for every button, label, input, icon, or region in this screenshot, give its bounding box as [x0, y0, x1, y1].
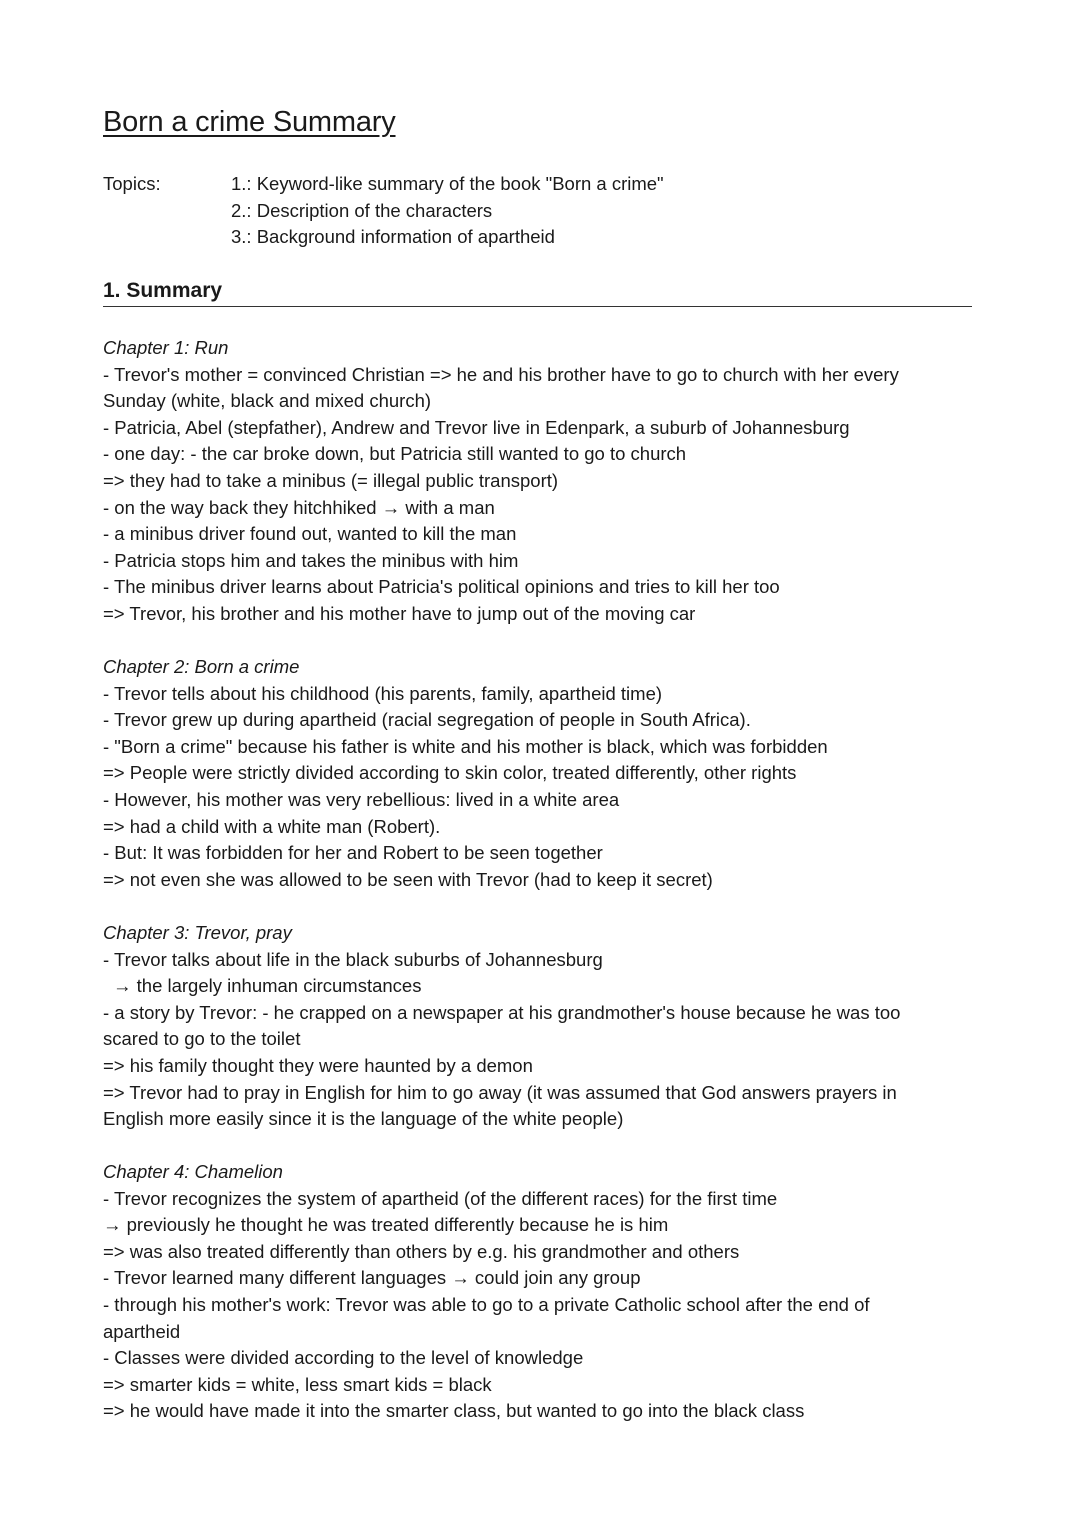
summary-line: => Trevor had to pray in English for him to go away (it was assumed that God answers prayers in: [103, 1081, 897, 1103]
summary-line: - But: It was forbidden for her and Robert to be seen together: [103, 842, 603, 864]
chapter-title: Chapter 1: Run: [103, 337, 229, 358]
summary-line: apartheid: [103, 1320, 181, 1342]
summary-line: => was also treated differently than others by e.g. his grandmother and others: [103, 1240, 740, 1262]
summary-line: - However, his mother was very rebellious: lived in a white area: [103, 788, 620, 810]
summary-line: => his family thought they were haunted by a demon: [103, 1054, 533, 1076]
summary-line: => he would have made it into the smarter class, but wanted to go into the black class: [103, 1400, 805, 1422]
document-title: Born a crime Summary: [103, 106, 396, 138]
summary-line: - a minibus driver found out, wanted to kill the man: [103, 523, 517, 545]
summary-line: - Patricia, Abel (stepfather), Andrew and Trevor live in Edenpark, a suburb of Johannesburg: [103, 416, 850, 438]
summary-line: - on the way back they hitchhiked → with a man: [103, 496, 495, 518]
summary-line: - Trevor's mother = convinced Christian => he and his brother have to go to church with her every: [103, 363, 899, 385]
summary-line: => smarter kids = white, less smart kids = black: [103, 1373, 492, 1395]
summary-line: - a story by Trevor: - he crapped on a newspaper at his grandmother's house because he was too: [103, 1001, 901, 1023]
summary-line: => Trevor, his brother and his mother have to jump out of the moving car: [103, 602, 696, 624]
summary-line: scared to go to the toilet: [103, 1028, 301, 1050]
summary-line: - Trevor tells about his childhood (his parents, family, apartheid time): [103, 682, 663, 704]
chapter-block: [103, 920, 983, 1133]
summary-line: Sunday (white, black and mixed church): [103, 390, 432, 412]
summary-line: - through his mother's work: Trevor was able to go to a private Catholic school after the end of: [103, 1293, 870, 1315]
summary-line: => People were strictly divided according to skin color, treated differently, other rights: [103, 762, 797, 784]
summary-line: - Trevor learned many different languages → could join any group: [103, 1267, 641, 1289]
summary-line: - "Born a crime" because his father is white and his mother is black, which was forbidden: [103, 735, 828, 757]
summary-line: - Trevor recognizes the system of apartheid (of the different races) for the first time: [103, 1187, 778, 1209]
summary-line: - The minibus driver learns about Patricia's political opinions and tries to kill her too: [103, 576, 780, 598]
topics-list: [231, 171, 664, 251]
topics-label: Topics:: [103, 173, 161, 194]
chapter-title: Chapter 4: Chamelion: [103, 1161, 283, 1182]
summary-line: - Classes were divided according to the level of knowledge: [103, 1347, 584, 1369]
topic-item: 2.: Description of the characters: [231, 199, 493, 221]
summary-line: => not even she was allowed to be seen with Trevor (had to keep it secret): [103, 868, 713, 890]
summary-line: - one day: - the car broke down, but Patricia still wanted to go to church: [103, 443, 687, 465]
summary-line: English more easily since it is the language of the white people): [103, 1108, 624, 1130]
topic-item: 3.: Background information of apartheid: [231, 226, 555, 248]
chapter-title: Chapter 3: Trevor, pray: [103, 922, 292, 943]
chapter-block: [103, 335, 983, 628]
section-heading: 1. Summary: [103, 279, 223, 302]
summary-line: => they had to take a minibus (= illegal public transport): [103, 469, 559, 491]
summary-line: → the largely inhuman circumstances: [113, 975, 422, 997]
summary-line: - Trevor talks about life in the black suburbs of Johannesburg: [103, 948, 603, 970]
section-divider: [103, 306, 972, 307]
summary-line: → previously he thought he was treated differently because he is him: [103, 1214, 669, 1236]
summary-line: - Patricia stops him and takes the minibus with him: [103, 549, 519, 571]
chapter-block: [103, 654, 983, 893]
topic-item: 1.: Keyword-like summary of the book "Born a crime": [231, 173, 664, 194]
chapter-block: [103, 1159, 983, 1425]
summary-line: - Trevor grew up during apartheid (racial segregation of people in South Africa).: [103, 709, 751, 731]
summary-line: => had a child with a white man (Robert).: [103, 815, 441, 837]
chapter-title: Chapter 2: Born a crime: [103, 656, 300, 677]
